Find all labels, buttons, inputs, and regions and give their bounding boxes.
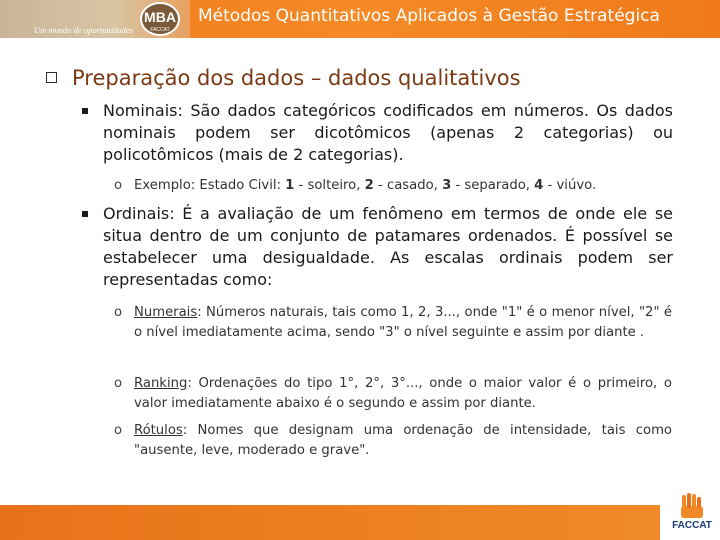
nominal-example-text <box>134 176 672 196</box>
example-prefix: Exemplo: Estado Civil: <box>134 178 286 193</box>
square-bullet-icon <box>82 211 88 217</box>
mba-logo <box>140 2 180 36</box>
header-bar <box>0 0 720 38</box>
header-tagline: Um mundo de oportunidades <box>34 25 133 35</box>
circle-bullet-icon: o <box>114 305 123 320</box>
example-code-1: 1 <box>285 178 295 193</box>
example-label-4: - viúvo. <box>543 178 597 193</box>
mba-logo-text: MBA <box>144 9 176 25</box>
footer-bar <box>0 505 660 540</box>
faccat-logo-name: FACCAT <box>672 520 712 531</box>
ordinal-desc-rotulos: : Nomes que designam uma ordenação de intensidade, tais como "ausente, leve, moderado e grave". <box>134 423 672 458</box>
faccat-logo <box>664 492 720 540</box>
ordinal-subitem-text <box>134 374 672 413</box>
faccat-hand-logo-icon <box>677 492 707 520</box>
mba-logo-subtext: FACCAT <box>150 27 170 33</box>
example-label-1: - solteiro, <box>294 178 365 193</box>
example-code-2: 2 <box>364 178 374 193</box>
slide-heading-text: Preparação dos dados – dados qualitativos <box>72 66 521 90</box>
ordinal-subitem-text <box>134 421 672 460</box>
header-title: Métodos Quantitativos Aplicados à Gestão Estratégica <box>198 6 660 26</box>
example-code-3: 3 <box>442 178 452 193</box>
circle-bullet-icon: o <box>114 376 123 391</box>
ordinal-desc-numerais: : Números naturais, tais como 1, 2, 3..., onde "1" é o menor nível, "2" é o nível imediatamente acima, sendo "3" o nível seguinte e assim por diante . <box>134 305 672 340</box>
example-label-3: - separado, <box>451 178 535 193</box>
ordinal-desc-ranking: : Ordenações do tipo 1°, 2°, 3°..., onde o maior valor é o primeiro, o valor imediatamente abaixo é o segundo e assim por diante. <box>134 376 672 411</box>
example-label-2: - casado, <box>373 178 443 193</box>
ordinal-text: Ordinais: É a avaliação de um fenômeno em termos de onde ele se situa dentro de um conjunto de patamares ordenados. É possível se estabelecer uma desigualdade. As escalas ordinais podem ser representadas como: <box>103 204 673 289</box>
ordinal-subitem-text <box>134 303 672 342</box>
circle-bullet-icon: o <box>114 423 123 438</box>
nominal-text: Nominais: São dados categóricos codificados em números. Os dados nominais podem ser dicotômicos (apenas 2 categorias) ou policotômicos (mais de 2 categorias). <box>103 101 673 164</box>
ordinal-term-numerais: Numerais <box>134 305 198 320</box>
ordinal-term-ranking: Ranking <box>134 376 188 391</box>
square-bullet-icon <box>82 108 88 114</box>
circle-bullet-icon: o <box>114 178 123 193</box>
checkbox-bullet-icon <box>46 72 57 83</box>
example-code-4: 4 <box>534 178 544 193</box>
ordinal-term-rotulos: Rótulos <box>134 423 183 438</box>
